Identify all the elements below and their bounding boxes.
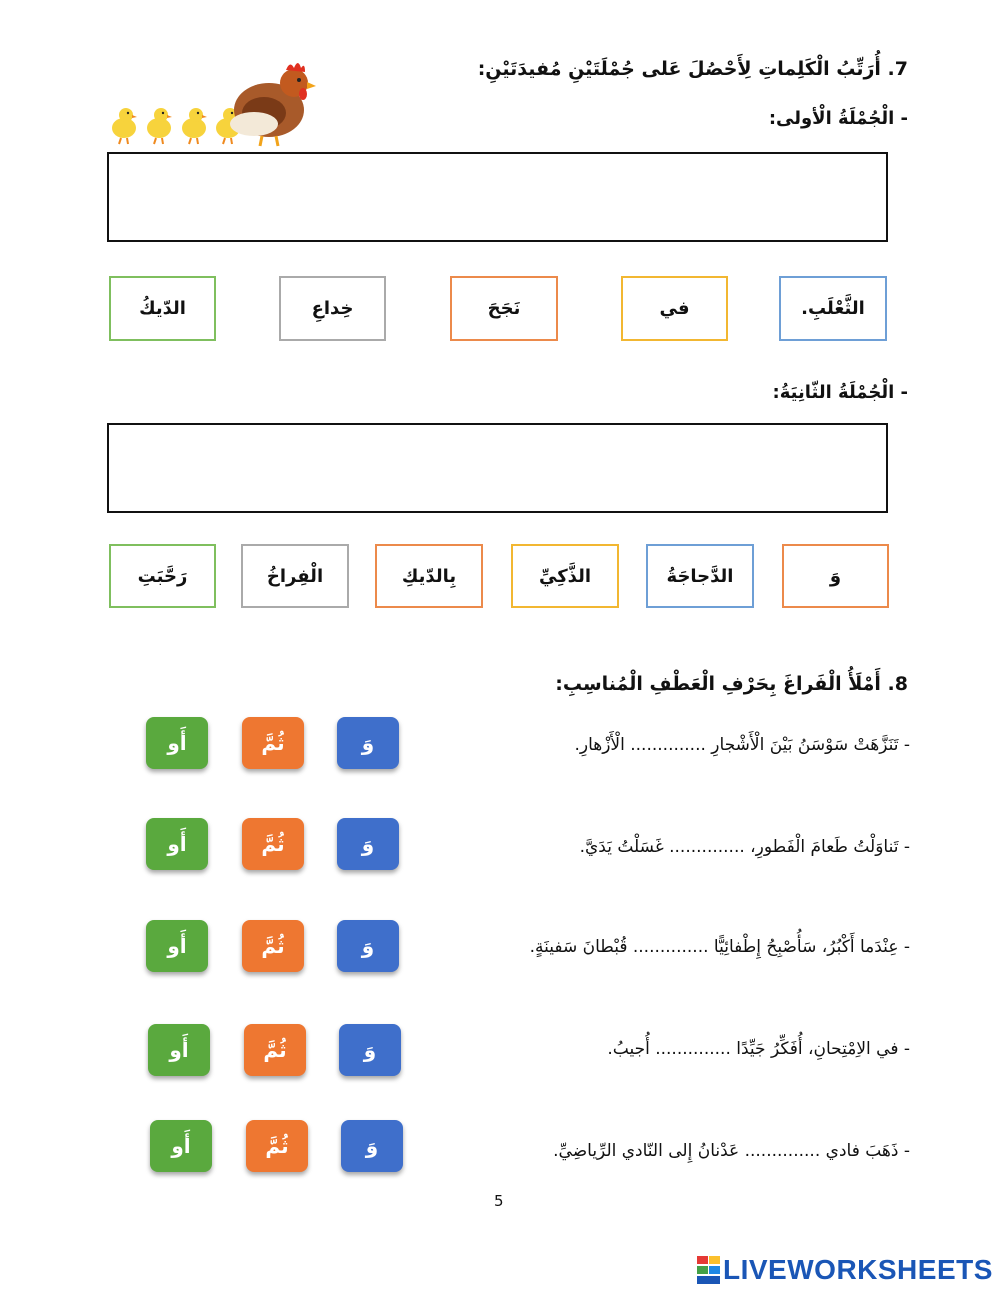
option-aw-button-1[interactable]: أَو	[146, 717, 208, 769]
option-thumma-button-2[interactable]: ثُمَّ	[242, 818, 304, 870]
word-tile-1-3[interactable]: نَجَحَ	[450, 276, 558, 341]
word-tile-1-2[interactable]: خِداعِ	[279, 276, 386, 341]
sentence-1-answer-box[interactable]	[107, 152, 888, 242]
word-tile-2-3[interactable]: بِالدّيكِ	[375, 544, 483, 608]
option-aw-button-3[interactable]: أَو	[146, 920, 208, 972]
option-wa-button-1[interactable]: وَ	[337, 717, 399, 769]
hen-icon	[230, 63, 316, 146]
hen-chicks-illustration	[104, 58, 319, 148]
fill-sentence-1: - تَنَزَّهَتْ سَوْسَنُ بَيْنَ الْأَشْجارِ .............. الْأَزْهارِ.	[574, 735, 910, 755]
option-wa-button-3[interactable]: وَ	[337, 920, 399, 972]
option-aw-button-2[interactable]: أَو	[146, 818, 208, 870]
word-tile-1-4[interactable]: في	[621, 276, 728, 341]
fill-sentence-5: - ذَهَبَ فادي .............. عَدْنانُ إِلى النّادي الرِّياضِيِّ.	[553, 1141, 910, 1161]
option-wa-button-4[interactable]: وَ	[339, 1024, 401, 1076]
sentence-1-label: - الْجُمْلَةُ الْأولى:	[768, 108, 908, 129]
liveworksheets-wordmark: LIVEWORKSHEETS	[723, 1254, 993, 1285]
page-number: 5	[494, 1192, 504, 1210]
option-thumma-button-1[interactable]: ثُمَّ	[242, 717, 304, 769]
option-aw-button-5[interactable]: أَو	[150, 1120, 212, 1172]
liveworksheets-logo	[697, 1254, 993, 1286]
sentence-2-answer-box[interactable]	[107, 423, 888, 513]
fill-sentence-3: - عِنْدَما أَكْبُرُ، سَأُصْبِحُ إِطْفائِيًّا .............. قُبْطانَ سَفينَةٍ.	[529, 937, 910, 957]
option-thumma-button-5[interactable]: ثُمَّ	[246, 1120, 308, 1172]
chick-icon	[147, 108, 172, 144]
logo-blocks-icon	[697, 1256, 721, 1284]
word-tile-2-1[interactable]: رَحَّبَتِ	[109, 544, 216, 608]
option-aw-button-4[interactable]: أَو	[148, 1024, 210, 1076]
option-wa-button-2[interactable]: وَ	[337, 818, 399, 870]
chick-icon	[112, 108, 137, 144]
word-tile-1-1[interactable]: الدّيكُ	[109, 276, 216, 341]
exercise-8-title: 8. أَمْلَأُ الْفَراغَ بِحَرْفِ الْعَطْفِ الْمُناسِبِ:	[555, 673, 908, 695]
word-tile-1-5[interactable]: الثَّعْلَبِ.	[779, 276, 887, 341]
option-thumma-button-3[interactable]: ثُمَّ	[242, 920, 304, 972]
word-tile-2-4[interactable]: الذَّكِيِّ	[511, 544, 619, 608]
exercise-7-title: 7. أُرَتِّبُ الْكَلِماتِ لِأَحْصُلَ عَلى جُمْلَتَيْنِ مُفيدَتَيْنِ:	[477, 58, 908, 80]
fill-sentence-2: - تَناوَلْتُ طَعامَ الْفَطورِ، .............. غَسَلْتُ يَدَيَّ.	[579, 837, 910, 857]
option-wa-button-5[interactable]: وَ	[341, 1120, 403, 1172]
chick-icon	[182, 108, 207, 144]
word-tile-2-6[interactable]: وَ	[782, 544, 889, 608]
word-tile-2-2[interactable]: الْفِراخُ	[241, 544, 349, 608]
word-tile-2-5[interactable]: الدَّجاجَةُ	[646, 544, 754, 608]
option-thumma-button-4[interactable]: ثُمَّ	[244, 1024, 306, 1076]
fill-sentence-4: - في الاِمْتِحانِ، أُفَكِّرُ جَيِّدًا .............. أُجيبُ.	[607, 1039, 910, 1059]
sentence-2-label: - الْجُمْلَةُ الثّانِيَةُ:	[772, 382, 908, 403]
